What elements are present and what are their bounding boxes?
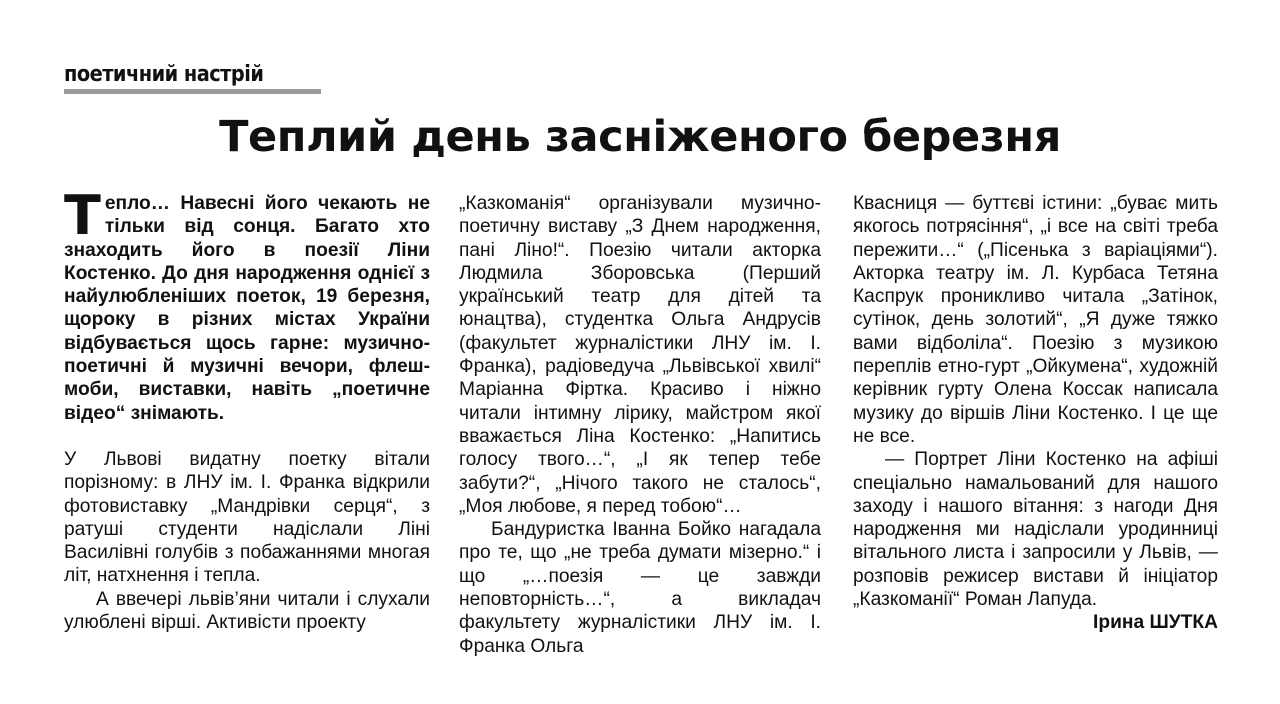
- rubric-label: поетичний настрій: [64, 62, 264, 87]
- article-column-3: [853, 192, 1218, 635]
- lead-paragraph: [64, 184, 430, 425]
- author-signature: Ірина ШУТКА: [1093, 612, 1218, 634]
- drop-cap: Т: [64, 184, 101, 247]
- body-paragraph: Бандуристка Іванна Бойко нагадала про те, що „не треба думати мізерно.“ і що „…поезія — це завжди неповторність…“, а викладач факультету журналістики ЛНУ ім. І. Франка Ольга: [459, 519, 821, 657]
- article-column-2: [459, 192, 821, 658]
- article-column-1: [64, 184, 430, 634]
- lead-text: епло… Навесні його чекають не тільки від сонця. Багато хто знаходить його в поезії Ліни Костенко. До дня народження однієї з найулюбленіших поеток, 19 березня, щороку в різних містах України відбувається щось гарне: музично-поетичні й музичні вечори, флеш-моби, виставки, навіть „поетичне відео“ знімають.: [64, 193, 430, 424]
- body-paragraph: „Казкоманія“ організували музично-поетичну виставу „З Днем народження, пані Ліно!“. Поезію читали акторка Людмила Зборовська (Перший український театр для дітей та юнацтва), студентка Ольга Андрусів (факультет журналістики ЛНУ ім. І. Франка), радіоведуча „Львівської хвилі“ Маріанна Фіртка. Красиво і ніжно читали інтимну лірику, майстром якої вважається Ліна Костенко: „Напитись голосу твого…“, „І як тепер тебе забути?“, „Нічого такого не сталось“, „Моя любове, я перед тобою“…: [459, 193, 821, 517]
- article-headline: Теплий день засніженого березня: [219, 112, 1061, 162]
- body-paragraph: У Львові видатну поетку вітали порізному: в ЛНУ ім. І. Франка відкрили фотовиставку „Мандрівки серця“, з ратуші студенти надіслали Ліні Василівні голубів з побажаннями многая літ, натхнення і тепла.: [64, 448, 430, 587]
- section-rubric: [64, 62, 321, 94]
- body-paragraph: — Портрет Ліни Костенко на афіші спеціально намальований для нашого заходу і нашого вітання: з нагоди Дня народження ми надіслали уродинниці вітального листа і запросили у Львів, — розповів режисер вистави й ініціатор „Казкоманії“ Роман Лапуда.: [853, 449, 1218, 611]
- body-paragraph: Квасниця — буттєві істини: „буває мить якогось потрясіння“, „і все на світі треба пережити…“ („Пісенька з варіаціями“). Акторка театру ім. Л. Курбаса Тетяна Каспрук проникливо читала „Затінок, сутінок, день золотий“, „Я дуже тяжко вами відболіла“. Поезію з музикою переплів етно-гурт „Ойкумена“, художній керівник гурту Олена Коссак написала музику до віршів Ліни Костенко. І це ще не все.: [853, 193, 1218, 447]
- body-paragraph: А ввечері львів’яни читали і слухали улюблені вірші. Активісти проекту: [64, 588, 430, 634]
